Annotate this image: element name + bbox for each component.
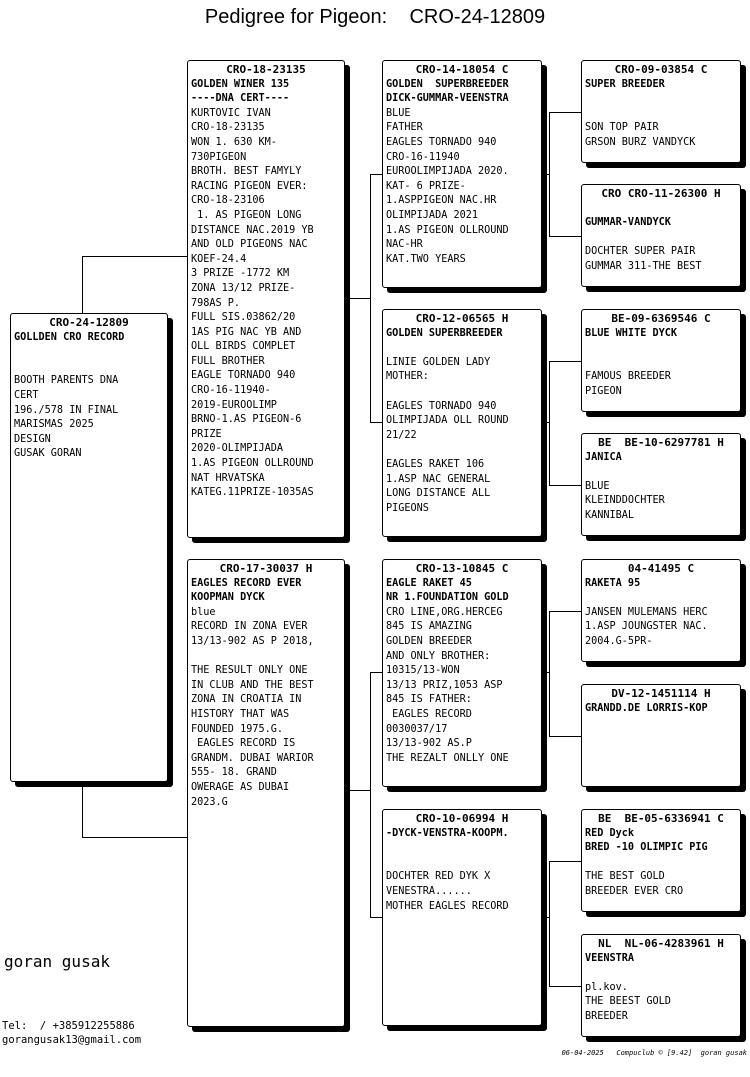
info-line: RACING PIGEON EVER: xyxy=(191,180,308,192)
info-line: pl.kov. xyxy=(585,981,628,993)
info-line xyxy=(585,856,737,871)
info-line: 2019-EUROOLIMP xyxy=(191,399,277,411)
info-line: MARISMAS 2025 xyxy=(14,419,94,431)
info-line xyxy=(585,341,737,356)
info-line xyxy=(14,360,164,375)
info-line: CRO-18-23135 xyxy=(191,122,265,134)
info-line: GUMMAR 311-THE BEST xyxy=(585,260,702,272)
info-line: EAGLE TORNADO 940 xyxy=(191,370,296,382)
connector-line xyxy=(549,112,581,113)
info-line xyxy=(585,591,737,606)
connector-line xyxy=(370,917,382,918)
ring-number: NL NL-06-4283961 H xyxy=(598,937,724,950)
pigeon-card-sire-sire[interactable] xyxy=(382,60,542,288)
info-line: KOEF-24.4 xyxy=(191,253,247,265)
ring-number: CRO-24-12809 xyxy=(49,316,129,329)
connector-line xyxy=(82,782,83,838)
info-line: BROTH. BEST FAMYLY xyxy=(191,166,302,178)
connector-line xyxy=(370,672,371,918)
connector-line xyxy=(82,256,83,314)
info-line: RECORD IN ZONA EVER xyxy=(191,621,308,633)
info-line: 3 PRIZE -1772 KM xyxy=(191,268,290,280)
pigeon-card-dam-sire-dam[interactable] xyxy=(581,684,741,787)
info-line: NAT HRVATSKA xyxy=(191,472,265,484)
info-line: 1.ASP JOUNGSTER NAC. xyxy=(585,621,708,633)
info-line: NAC-HR xyxy=(386,239,423,251)
page-title: Pedigree for Pigeon: CRO-24-12809 xyxy=(204,6,546,28)
info-line: CRO-16-11940- xyxy=(191,385,271,397)
info-line xyxy=(585,202,737,217)
pigeon-name-line: VEENSTRA xyxy=(585,952,635,964)
info-line: DESIGN xyxy=(14,433,51,445)
info-line: BRNO-1.AS PIGEON-6 xyxy=(191,414,302,426)
connector-line xyxy=(345,298,370,299)
pigeon-name-line: KOOPMAN DYCK xyxy=(191,592,265,604)
ring-number: CRO-14-18054 C xyxy=(415,63,509,76)
pigeon-name-line: GRANDD.DE LORRIS-KOP xyxy=(585,702,708,714)
info-line: 2004.G-5PR- xyxy=(585,635,653,647)
info-line: LINIE GOLDEN LADY xyxy=(386,356,491,368)
info-line: JANSEN MULEMANS HERC xyxy=(585,606,708,618)
pigeon-card-sire[interactable] xyxy=(187,60,345,538)
info-line: DOCHTER RED DYK X xyxy=(386,871,491,883)
info-line xyxy=(386,341,538,356)
info-line xyxy=(585,107,737,122)
pigeon-card-dam-dam-dam[interactable] xyxy=(581,934,741,1037)
info-line: CRO-18-23106 xyxy=(191,195,265,207)
info-line: BLUE xyxy=(585,480,610,492)
ring-number: CRO CRO-11-26300 H xyxy=(601,187,721,200)
info-line: KAT.TWO YEARS xyxy=(386,253,466,265)
connector-line xyxy=(549,485,581,486)
connector-line xyxy=(370,672,382,673)
pigeon-card-sire-dam-sire[interactable] xyxy=(581,309,741,412)
connector-line xyxy=(345,790,370,791)
info-line: AND ONLY BROTHER: xyxy=(386,650,491,662)
info-line: IN CLUB AND THE BEST xyxy=(191,679,314,691)
footer-credit: 06-04-2025 Compuclub © [9.42] goran gusak xyxy=(561,1049,747,1057)
info-line: 13/13 PRIZ,1053 ASP xyxy=(386,679,503,691)
pigeon-name-line: BLUE WHITE DYCK xyxy=(585,327,678,339)
info-line: EAGLES TORNADO 940 xyxy=(386,400,497,412)
pigeon-card-sire-dam[interactable] xyxy=(382,309,542,537)
ring-number: CRO-18-23135 xyxy=(226,63,306,76)
info-line: GRSON BURZ VANDYCK xyxy=(585,136,696,148)
connector-line xyxy=(542,422,549,423)
info-line: WON 1. 630 KM- xyxy=(191,136,277,148)
info-line: THE REZALT ONLLY ONE xyxy=(386,752,509,764)
info-line: FATHER xyxy=(386,122,423,134)
info-line: GUSAK GORAN xyxy=(14,448,82,460)
pigeon-card-dam-sire[interactable] xyxy=(382,559,542,787)
info-line: OLIMPIJADA OLL ROUND xyxy=(386,415,509,427)
info-line: CRO LINE,ORG.HERCEG xyxy=(386,606,503,618)
info-line: 1AS PIG NAC YB AND xyxy=(191,326,302,338)
pigeon-name-line: GOLDEN SUPERBREEDER xyxy=(386,78,509,90)
connector-line xyxy=(82,256,187,257)
info-line xyxy=(191,650,341,665)
pigeon-card-dam-sire-sire[interactable] xyxy=(581,559,741,662)
pigeon-name-line: GOLDEN WINER 135 xyxy=(191,78,290,90)
info-line: FAMOUS BREEDER xyxy=(585,371,671,383)
connector-line xyxy=(370,174,371,422)
info-line xyxy=(386,443,538,458)
connector-line xyxy=(549,736,581,737)
info-line: 798AS P. xyxy=(191,297,241,309)
owner-email[interactable]: gorangusak13@gmail.com xyxy=(2,1034,142,1046)
ring-number: CRO-10-06994 H xyxy=(415,812,509,825)
info-line: EAGLES RAKET 106 xyxy=(386,458,485,470)
connector-line xyxy=(549,986,581,987)
info-line: AND OLD PIGEONS NAC xyxy=(191,239,308,251)
ring-number: BE BE-05-6336941 C xyxy=(598,812,724,825)
info-line: 10315/13-WON xyxy=(386,665,460,677)
pigeon-card-dam-dam-sire[interactable] xyxy=(581,809,741,912)
pigeon-card-sire-sire-dam[interactable] xyxy=(581,184,741,287)
owner-phone: Tel: / +385912255886 xyxy=(2,1020,135,1032)
info-line: PIGEONS xyxy=(386,502,429,514)
info-line: 13/13-902 AS P 2018, xyxy=(191,635,314,647)
owner-name: goran gusak xyxy=(4,952,110,971)
ring-number: CRO-17-30037 H xyxy=(219,562,313,575)
info-line: EUROOLIMPIJADA 2020. xyxy=(386,166,509,178)
ring-number: BE-09-6369546 C xyxy=(611,312,711,325)
connector-line xyxy=(549,861,550,986)
pigeon-name-line: GOLDEN SUPERBREEDER xyxy=(386,327,503,339)
pigeon-name-line: ----DNA CERT---- xyxy=(191,93,290,105)
info-line: EAGLES TORNADO 940 xyxy=(386,136,497,148)
pigeon-name-line: EAGLE RAKET 45 xyxy=(386,577,472,589)
info-line: GOLDEN BREEDER xyxy=(386,635,472,647)
pigeon-name-line: -DYCK-VENSTRA-KOOPM. xyxy=(386,827,509,839)
info-line: 1.AS PIGEON OLLROUND xyxy=(386,224,509,236)
pigeon-card-dam-dam[interactable] xyxy=(382,809,542,1026)
ring-number: CRO-13-10845 C xyxy=(415,562,509,575)
info-line: ZONA 13/12 PRIZE- xyxy=(191,282,296,294)
info-line: CRO-16-11940 xyxy=(386,151,460,163)
pigeon-name-line: RED Dyck xyxy=(585,827,635,839)
info-line xyxy=(585,966,737,981)
pigeon-name-line: EAGLES RECORD EVER xyxy=(191,577,302,589)
info-line: GRANDM. DUBAI WARIOR xyxy=(191,752,314,764)
info-line: OLL BIRDS COMPLET xyxy=(191,341,296,353)
ring-number: 04-41495 C xyxy=(627,562,695,575)
info-line: SON TOP PAIR xyxy=(585,122,659,134)
info-line: BREEDER xyxy=(585,1010,628,1022)
connector-line xyxy=(549,361,581,362)
info-line xyxy=(585,92,737,107)
info-line xyxy=(585,465,737,480)
info-line: ZONA IN CROATIA IN xyxy=(191,694,302,706)
info-line: BOOTH PARENTS DNA xyxy=(14,375,119,387)
info-line: FOUNDED 1975.G. xyxy=(191,723,284,735)
info-line: LONG DISTANCE ALL xyxy=(386,488,491,500)
pigeon-name-line: RAKETA 95 xyxy=(585,577,641,589)
ring-number: BE BE-10-6297781 H xyxy=(598,436,724,449)
info-line: 555- 18. GRAND xyxy=(191,767,277,779)
connector-line xyxy=(370,174,382,175)
pigeon-card-sire-sire-sire[interactable] xyxy=(581,60,741,163)
info-line: FULL SIS.03862/20 xyxy=(191,312,296,324)
info-line: 1.AS PIGEON OLLROUND xyxy=(191,458,314,470)
pigeon-name-line: JANICA xyxy=(585,451,622,463)
info-line: 1.ASPPIGEON NAC.HR xyxy=(386,195,497,207)
info-line: 2023.G xyxy=(191,796,228,808)
connector-line xyxy=(549,112,550,236)
info-line: 196./578 IN FINAL xyxy=(14,404,119,416)
info-line: OLIMPIJADA 2021 xyxy=(386,209,479,221)
info-line: KAT- 6 PRIZE- xyxy=(386,180,466,192)
info-line: EAGLES RECORD xyxy=(386,708,472,720)
info-line: BREEDER EVER CRO xyxy=(585,885,684,897)
connector-line xyxy=(549,611,581,612)
info-line: blue xyxy=(191,606,216,618)
info-line: PIGEON xyxy=(585,385,622,397)
ring-number: DV-12-1451114 H xyxy=(611,687,711,700)
info-line: EAGLES RECORD IS xyxy=(191,738,296,750)
pigeon-name-line: BRED -10 OLIMPIC PIG xyxy=(585,842,708,854)
info-line: OWERAGE AS DUBAI xyxy=(191,781,290,793)
info-line xyxy=(386,841,538,856)
info-line: MOTHER: xyxy=(386,371,429,383)
info-line xyxy=(386,385,538,400)
info-line: 13/13-902 AS.P xyxy=(386,738,472,750)
connector-line xyxy=(542,917,549,918)
pigeon-name-line: DICK-GUMMAR-VEENSTRA xyxy=(386,93,509,105)
info-line: 0030037/17 xyxy=(386,723,448,735)
info-line: 1. AS PIGEON LONG xyxy=(191,209,302,221)
connector-line xyxy=(82,837,187,838)
connector-line xyxy=(542,672,549,673)
pigeon-name-line: GOLLDEN CRO RECORD xyxy=(14,331,125,343)
pigeon-card-sire-dam-dam[interactable] xyxy=(581,433,741,536)
info-line: CERT xyxy=(14,389,39,401)
info-line: HISTORY THAT WAS xyxy=(191,708,290,720)
info-line xyxy=(585,231,737,246)
info-line: MOTHER EAGLES RECORD xyxy=(386,900,509,912)
pigeon-name-line: SUPER BREEDER xyxy=(585,78,665,90)
info-line: KANNIBAL xyxy=(585,509,635,521)
info-line xyxy=(585,356,737,371)
info-line: THE BEEST GOLD xyxy=(585,996,671,1008)
info-line: VENESTRA...... xyxy=(386,885,472,897)
info-line xyxy=(14,345,164,360)
pigeon-card-dam[interactable] xyxy=(187,559,345,1027)
info-line: KATEG.11PRIZE-1035AS xyxy=(191,487,314,499)
connector-line xyxy=(542,174,549,175)
info-line: 21/22 xyxy=(386,429,417,441)
ring-number: CRO-09-03854 C xyxy=(614,63,708,76)
pigeon-card-subject[interactable] xyxy=(10,313,168,782)
info-line: 730PIGEON xyxy=(191,151,247,163)
info-line: 1.ASP NAC GENERAL xyxy=(386,473,491,485)
info-line: BLUE xyxy=(386,107,411,119)
info-line: FULL BROTHER xyxy=(191,355,265,367)
connector-line xyxy=(549,236,581,237)
info-line xyxy=(386,856,538,871)
info-line: THE RESULT ONLY ONE xyxy=(191,665,308,677)
connector-line xyxy=(549,861,581,862)
info-line: PRIZE xyxy=(191,428,222,440)
info-line: DISTANCE NAC.2019 YB xyxy=(191,224,314,236)
pigeon-name-line: NR 1.FOUNDATION GOLD xyxy=(386,592,509,604)
info-line: KURTOVIC IVAN xyxy=(191,107,271,119)
info-line: KLEINDDOCHTER xyxy=(585,495,665,507)
connector-line xyxy=(370,422,382,423)
connector-line xyxy=(549,611,550,736)
info-line: THE BEST GOLD xyxy=(585,871,665,883)
connector-line xyxy=(549,361,550,485)
ring-number: CRO-12-06565 H xyxy=(415,312,509,325)
info-line: 845 IS FATHER: xyxy=(386,694,472,706)
pigeon-name-line: GUMMAR-VANDYCK xyxy=(585,217,671,229)
info-line: DOCHTER SUPER PAIR xyxy=(585,246,696,258)
info-line: 845 IS AMAZING xyxy=(386,621,472,633)
info-line: 2020-OLIMPIJADA xyxy=(191,443,284,455)
